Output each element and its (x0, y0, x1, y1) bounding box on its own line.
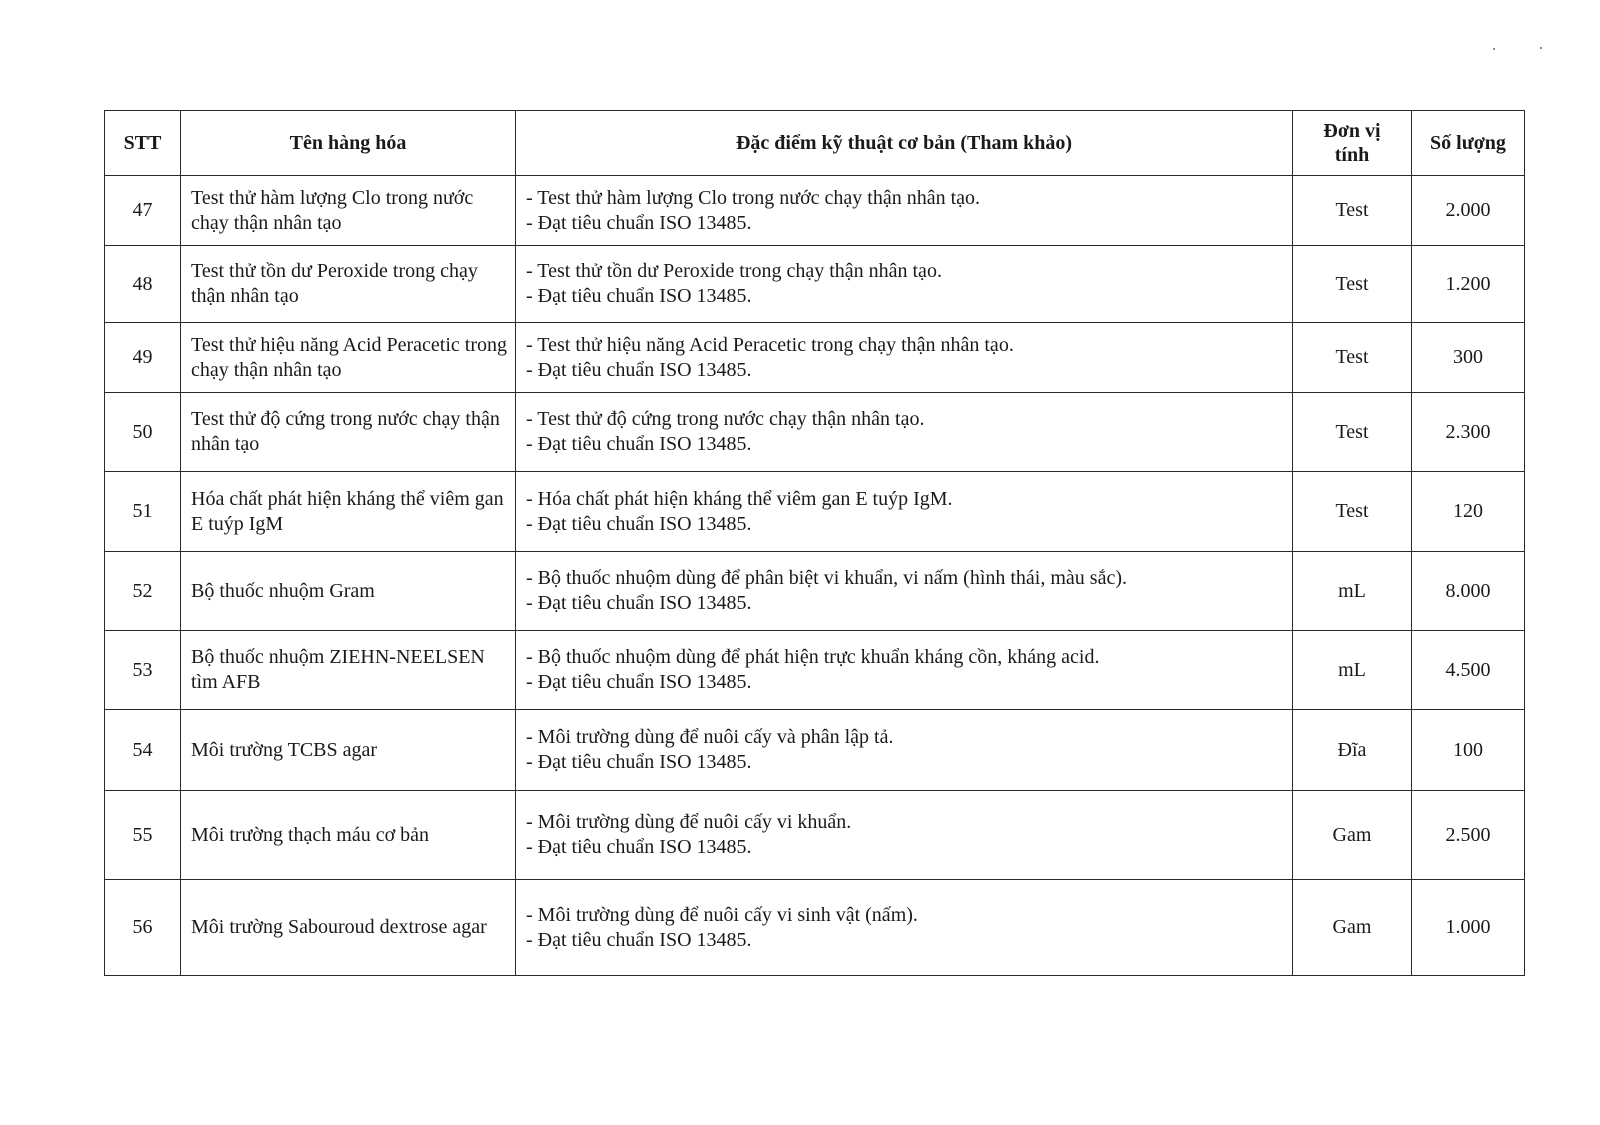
cell-spec (516, 323, 1293, 393)
cell-unit: Test (1293, 246, 1412, 323)
cell-qty: 2.300 (1412, 393, 1525, 472)
cell-spec (516, 472, 1293, 552)
cell-stt: 50 (105, 393, 181, 472)
table-row (105, 880, 1525, 976)
cell-name: Hóa chất phát hiện kháng thể viêm gan E tuýp IgM (181, 472, 516, 552)
table-row (105, 631, 1525, 710)
cell-unit: Gam (1293, 880, 1412, 976)
table-header-row (105, 111, 1525, 176)
header-stt: STT (105, 111, 181, 176)
spec-line: - Đạt tiêu chuẩn ISO 13485. (526, 512, 752, 535)
cell-spec (516, 791, 1293, 880)
cell-unit: Test (1293, 472, 1412, 552)
cell-spec (516, 880, 1293, 976)
spec-line: - Đạt tiêu chuẩn ISO 13485. (526, 433, 752, 455)
cell-spec (516, 393, 1293, 472)
cell-name: Môi trường thạch máu cơ bản (181, 791, 516, 880)
cell-unit: Test (1293, 323, 1412, 393)
cell-qty: 1.000 (1412, 880, 1525, 976)
cell-spec (516, 246, 1293, 323)
cell-name: Bộ thuốc nhuộm Gram (181, 552, 516, 631)
spec-line: - Hóa chất phát hiện kháng thể viêm gan E tuýp IgM. (526, 487, 953, 510)
spec-line: - Đạt tiêu chuẩn ISO 13485. (526, 358, 752, 381)
cell-stt: 56 (105, 880, 181, 976)
cell-qty: 1.200 (1412, 246, 1525, 323)
cell-name: Test thử độ cứng trong nước chạy thận nhân tạo (181, 393, 516, 472)
cell-stt: 49 (105, 323, 181, 393)
cell-spec (516, 710, 1293, 791)
header-name: Tên hàng hóa (181, 111, 516, 176)
spec-line: - Đạt tiêu chuẩn ISO 13485. (526, 285, 752, 307)
spec-line: - Test thử hàm lượng Clo trong nước chạy thận nhân tạo. (526, 186, 981, 209)
spec-line: - Đạt tiêu chuẩn ISO 13485. (526, 836, 752, 858)
cell-qty: 8.000 (1412, 552, 1525, 631)
spec-line: - Bộ thuốc nhuộm dùng để phân biệt vi khuẩn, vi nấm (hình thái, màu sắc). (526, 567, 1127, 589)
table-row (105, 472, 1525, 552)
cell-name: Test thử tồn dư Peroxide trong chạy thận nhân tạo (181, 246, 516, 323)
table-row (105, 710, 1525, 791)
header-qty: Số lượng (1412, 111, 1525, 176)
cell-unit: Test (1293, 393, 1412, 472)
scan-speck (1493, 48, 1495, 50)
spec-line: - Bộ thuốc nhuộm dùng để phát hiện trực khuẩn kháng cồn, kháng acid. (526, 646, 1100, 668)
cell-qty: 2.500 (1412, 791, 1525, 880)
cell-unit: Gam (1293, 791, 1412, 880)
table-row (105, 246, 1525, 323)
cell-unit: mL (1293, 552, 1412, 631)
cell-name: Môi trường TCBS agar (181, 710, 516, 791)
cell-unit: Đĩa (1293, 710, 1412, 791)
cell-name: Môi trường Sabouroud dextrose agar (181, 880, 516, 976)
cell-name: Test thử hàm lượng Clo trong nước chạy thận nhân tạo (181, 176, 516, 246)
cell-stt: 55 (105, 791, 181, 880)
header-unit-line2: tính (1334, 144, 1370, 166)
cell-qty: 100 (1412, 710, 1525, 791)
header-unit (1293, 111, 1412, 176)
cell-stt: 54 (105, 710, 181, 791)
spec-line: - Test thử hiệu năng Acid Peracetic trong chạy thận nhân tạo. (526, 333, 1014, 356)
header-unit-line1: Đơn vị (1323, 120, 1381, 142)
cell-qty: 2.000 (1412, 176, 1525, 246)
spec-line: - Đạt tiêu chuẩn ISO 13485. (526, 928, 752, 951)
cell-name: Bộ thuốc nhuộm ZIEHN-NEELSEN tìm AFB (181, 631, 516, 710)
spec-line: - Đạt tiêu chuẩn ISO 13485. (526, 671, 752, 693)
table-row (105, 323, 1525, 393)
cell-unit: Test (1293, 176, 1412, 246)
cell-qty: 120 (1412, 472, 1525, 552)
cell-name: Test thử hiệu năng Acid Peracetic trong chạy thận nhân tạo (181, 323, 516, 393)
table-row (105, 552, 1525, 631)
cell-stt: 48 (105, 246, 181, 323)
goods-spec-table (104, 110, 1525, 976)
cell-spec (516, 176, 1293, 246)
cell-stt: 51 (105, 472, 181, 552)
spec-line: - Đạt tiêu chuẩn ISO 13485. (526, 592, 752, 614)
cell-stt: 53 (105, 631, 181, 710)
cell-unit: mL (1293, 631, 1412, 710)
cell-stt: 52 (105, 552, 181, 631)
table-row (105, 176, 1525, 246)
table-row (105, 791, 1525, 880)
scan-speck (1540, 47, 1542, 49)
cell-spec (516, 552, 1293, 631)
table-row (105, 393, 1525, 472)
cell-stt: 47 (105, 176, 181, 246)
spec-line: - Test thử tồn dư Peroxide trong chạy thận nhân tạo. (526, 260, 942, 282)
cell-qty: 300 (1412, 323, 1525, 393)
spec-line: - Môi trường dùng để nuôi cấy vi khuẩn. (526, 811, 852, 833)
spec-line: - Đạt tiêu chuẩn ISO 13485. (526, 751, 752, 773)
spec-line: - Môi trường dùng để nuôi cấy vi sinh vật (nấm). (526, 903, 918, 926)
cell-qty: 4.500 (1412, 631, 1525, 710)
spec-line: - Test thử độ cứng trong nước chạy thận nhân tạo. (526, 408, 925, 430)
header-spec: Đặc điểm kỹ thuật cơ bản (Tham khảo) (516, 111, 1293, 176)
spec-line: - Đạt tiêu chuẩn ISO 13485. (526, 211, 752, 234)
spec-line: - Môi trường dùng để nuôi cấy và phân lập tả. (526, 726, 894, 748)
cell-spec (516, 631, 1293, 710)
